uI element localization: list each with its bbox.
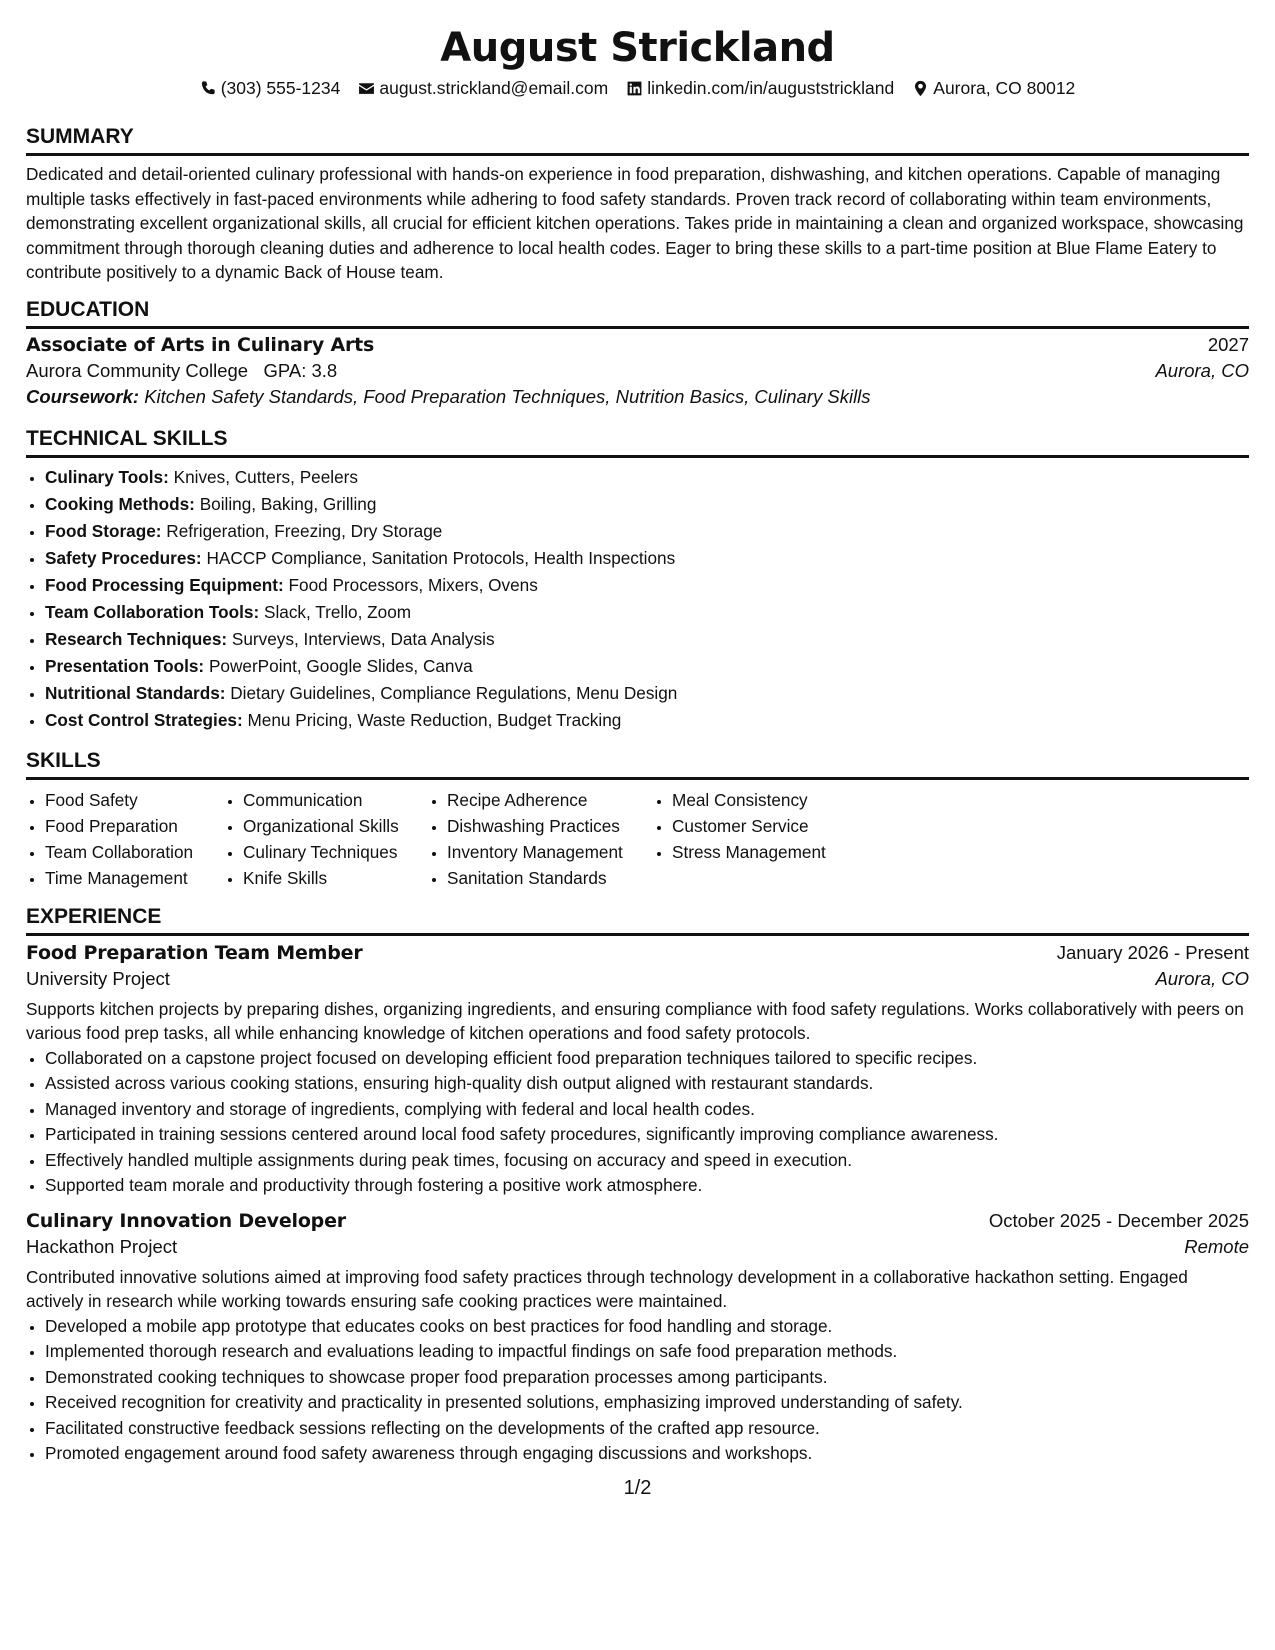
technical-skill-value: Refrigeration, Freezing, Dry Storage bbox=[166, 520, 443, 541]
skill-item: • Organizational Skills bbox=[243, 813, 428, 839]
technical-skill-item bbox=[45, 707, 1249, 734]
phone-icon bbox=[200, 80, 217, 97]
map-pin-icon bbox=[912, 80, 929, 97]
technical-skill-item bbox=[45, 599, 1249, 626]
job-dates: October 2025 - December 2025 bbox=[988, 1209, 1249, 1231]
technical-skill-value: Boiling, Baking, Grilling bbox=[199, 493, 377, 514]
section-title-skills: SKILLS bbox=[26, 748, 1249, 780]
skills-column bbox=[428, 787, 653, 891]
job-bullet: • Collaborated on a capstone project focused on developing efficient food preparation techniques tailored to specific recipes. bbox=[45, 1046, 1249, 1072]
technical-skill-item bbox=[45, 545, 1249, 572]
technical-skill-label: Food Storage: bbox=[45, 520, 162, 541]
job-bullet: • Demonstrated cooking techniques to showcase proper food preparation processes among participants. bbox=[45, 1365, 1249, 1391]
skill-item: • Time Management bbox=[45, 865, 224, 891]
skill-item: • Communication bbox=[243, 787, 428, 813]
technical-skill-value: Surveys, Interviews, Data Analysis bbox=[231, 628, 495, 649]
technical-skill-value: Menu Pricing, Waste Reduction, Budget Tracking bbox=[247, 709, 622, 730]
education-header-row bbox=[26, 334, 1249, 356]
technical-skill-label: Nutritional Standards: bbox=[45, 682, 226, 703]
job-sub-row bbox=[26, 1236, 1249, 1258]
skill-item: • Team Collaboration bbox=[45, 839, 224, 865]
technical-skill-label: Cost Control Strategies: bbox=[45, 709, 243, 730]
linkedin-icon bbox=[626, 80, 643, 97]
skill-item: • Food Safety bbox=[45, 787, 224, 813]
skill-item: • Recipe Adherence bbox=[447, 787, 653, 813]
resume-page bbox=[26, 0, 1249, 1500]
coursework-line bbox=[26, 386, 1249, 408]
technical-skills-list bbox=[26, 464, 1249, 734]
job-organization: Hackathon Project bbox=[26, 1235, 178, 1257]
technical-skill-item bbox=[45, 491, 1249, 518]
contact-phone[interactable] bbox=[200, 76, 341, 100]
education-sub-row bbox=[26, 360, 1249, 382]
job-organization: University Project bbox=[26, 967, 170, 989]
skill-item: • Dishwashing Practices bbox=[447, 813, 653, 839]
job-dates: January 2026 - Present bbox=[1056, 941, 1249, 963]
job-sub-row bbox=[26, 968, 1249, 990]
candidate-name: August Strickland bbox=[440, 25, 835, 71]
job-header-row bbox=[26, 942, 1249, 964]
degree-title: Associate of Arts in Culinary Arts bbox=[26, 333, 375, 356]
job-bullet: • Facilitated constructive feedback sessions reflecting on the developments of the crafted app resource. bbox=[45, 1416, 1249, 1442]
skill-item: • Knife Skills bbox=[243, 865, 428, 891]
graduation-year: 2027 bbox=[1207, 333, 1249, 355]
summary-text: Dedicated and detail-oriented culinary professional with hands-on experience in food preparation, dishwashing, and kitchen operations. Capable of managing multiple tasks effectively in fast-paced environments while adhering to food safety standards. Proven track record of collaborating within team environments, demonstrating excellent organizational skills, all crucial for efficient kitchen operations. Takes pride in maintaining a clean and organized workspace, showcasing commitment through thorough cleaning duties and adherence to local health codes. Eager to bring these skills to a part-time position at Blue Flame Eatery to contribute positively to a dynamic Back of House team. bbox=[26, 164, 1244, 282]
skills-column bbox=[653, 787, 873, 891]
section-title-experience: EXPERIENCE bbox=[26, 904, 1249, 936]
technical-skill-label: Presentation Tools: bbox=[45, 655, 205, 676]
coursework-text: Kitchen Safety Standards, Food Preparation Techniques, Nutrition Basics, Culinary Skills bbox=[144, 385, 871, 407]
email-text: august.strickland@email.com bbox=[379, 78, 609, 98]
job-title: Culinary Innovation Developer bbox=[26, 1209, 346, 1232]
experience-entry bbox=[26, 1210, 1249, 1467]
school-location: Aurora, CO bbox=[1155, 359, 1249, 381]
job-description: Supports kitchen projects by preparing dishes, organizing ingredients, and ensuring compliance with food safety regulations. Works collaboratively with peers on various food prep tasks, all while enhancing knowledge of kitchen operations and food safety protocols. bbox=[26, 998, 1244, 1043]
experience-entry bbox=[26, 942, 1249, 1199]
job-title: Food Preparation Team Member bbox=[26, 941, 363, 964]
envelope-icon bbox=[358, 80, 375, 97]
technical-skill-item bbox=[45, 464, 1249, 491]
technical-skill-value: Slack, Trello, Zoom bbox=[264, 601, 412, 622]
job-bullet: • Developed a mobile app prototype that educates cooks on best practices for food handling and storage. bbox=[45, 1314, 1249, 1340]
job-description: Contributed innovative solutions aimed at improving food safety practices through technology development in a collaborative hackathon setting. Engaged actively in research while working towards ensuring safe cooking practices were maintained. bbox=[26, 1266, 1188, 1311]
school-line bbox=[26, 360, 337, 382]
skill-item: • Culinary Techniques bbox=[243, 839, 428, 865]
job-bullet: • Assisted across various cooking stations, ensuring high-quality dish output aligned with restaurant standards. bbox=[45, 1071, 1249, 1097]
technical-skill-value: Knives, Cutters, Peelers bbox=[173, 466, 358, 487]
phone-text: (303) 555-1234 bbox=[220, 78, 341, 98]
skill-item: • Sanitation Standards bbox=[447, 865, 653, 891]
skills-column bbox=[26, 787, 224, 891]
job-header-row bbox=[26, 1210, 1249, 1232]
job-location: Remote bbox=[1184, 1235, 1249, 1257]
section-title-education: EDUCATION bbox=[26, 297, 1249, 329]
section-title-technical-skills: TECHNICAL SKILLS bbox=[26, 426, 1249, 458]
job-bullet: • Supported team morale and productivity through fostering a positive work atmosphere. bbox=[45, 1173, 1249, 1199]
technical-skill-value: Dietary Guidelines, Compliance Regulations, Menu Design bbox=[230, 682, 678, 703]
technical-skill-item bbox=[45, 680, 1249, 707]
contact-bar bbox=[26, 76, 1249, 100]
technical-skill-label: Safety Procedures: bbox=[45, 547, 202, 568]
job-bullet: • Received recognition for creativity and practicality in presented solutions, emphasizing improved understanding of safety. bbox=[45, 1390, 1249, 1416]
skill-item: • Customer Service bbox=[672, 813, 873, 839]
school-name: Aurora Community College bbox=[26, 359, 249, 381]
skill-item: • Stress Management bbox=[672, 839, 873, 865]
technical-skill-value: PowerPoint, Google Slides, Canva bbox=[208, 655, 473, 676]
technical-skill-label: Culinary Tools: bbox=[45, 466, 169, 487]
contact-linkedin[interactable] bbox=[626, 76, 894, 100]
contact-email[interactable] bbox=[358, 76, 608, 100]
job-bullet: • Managed inventory and storage of ingredients, complying with federal and local health codes. bbox=[45, 1097, 1249, 1123]
job-bullet: • Participated in training sessions centered around local food safety procedures, significantly improving compliance awareness. bbox=[45, 1122, 1249, 1148]
gpa-text: GPA: 3.8 bbox=[263, 359, 338, 381]
technical-skill-label: Cooking Methods: bbox=[45, 493, 195, 514]
technical-skill-label: Team Collaboration Tools: bbox=[45, 601, 260, 622]
skills-grid bbox=[26, 787, 1249, 891]
technical-skill-item bbox=[45, 653, 1249, 680]
skill-item: • Inventory Management bbox=[447, 839, 653, 865]
technical-skill-value: Food Processors, Mixers, Ovens bbox=[288, 574, 538, 595]
skills-column bbox=[224, 787, 428, 891]
linkedin-text: linkedin.com/in/auguststrickland bbox=[647, 78, 895, 98]
job-bullets bbox=[26, 1314, 1249, 1467]
contact-location bbox=[912, 76, 1075, 100]
technical-skill-label: Research Techniques: bbox=[45, 628, 228, 649]
experience-list bbox=[26, 942, 1249, 1467]
technical-skill-label: Food Processing Equipment: bbox=[45, 574, 284, 595]
skill-item: • Meal Consistency bbox=[672, 787, 873, 813]
coursework-label: Coursework: bbox=[26, 385, 140, 407]
technical-skill-item bbox=[45, 518, 1249, 545]
technical-skill-value: HACCP Compliance, Sanitation Protocols, Health Inspections bbox=[206, 547, 676, 568]
skill-item: • Food Preparation bbox=[45, 813, 224, 839]
job-bullet: • Effectively handled multiple assignments during peak times, focusing on accuracy and speed in execution. bbox=[45, 1148, 1249, 1174]
job-location: Aurora, CO bbox=[1155, 967, 1249, 989]
job-bullet: • Implemented thorough research and evaluations leading to impactful findings on safe food preparation methods. bbox=[45, 1339, 1249, 1365]
job-bullets bbox=[26, 1046, 1249, 1199]
location-text: Aurora, CO 80012 bbox=[933, 78, 1076, 98]
section-title-summary: SUMMARY bbox=[26, 124, 1249, 156]
technical-skill-item bbox=[45, 572, 1249, 599]
job-bullet: • Promoted engagement around food safety awareness through engaging discussions and workshops. bbox=[45, 1441, 1249, 1467]
technical-skill-item bbox=[45, 626, 1249, 653]
page-number: 1/2 bbox=[623, 1476, 652, 1499]
